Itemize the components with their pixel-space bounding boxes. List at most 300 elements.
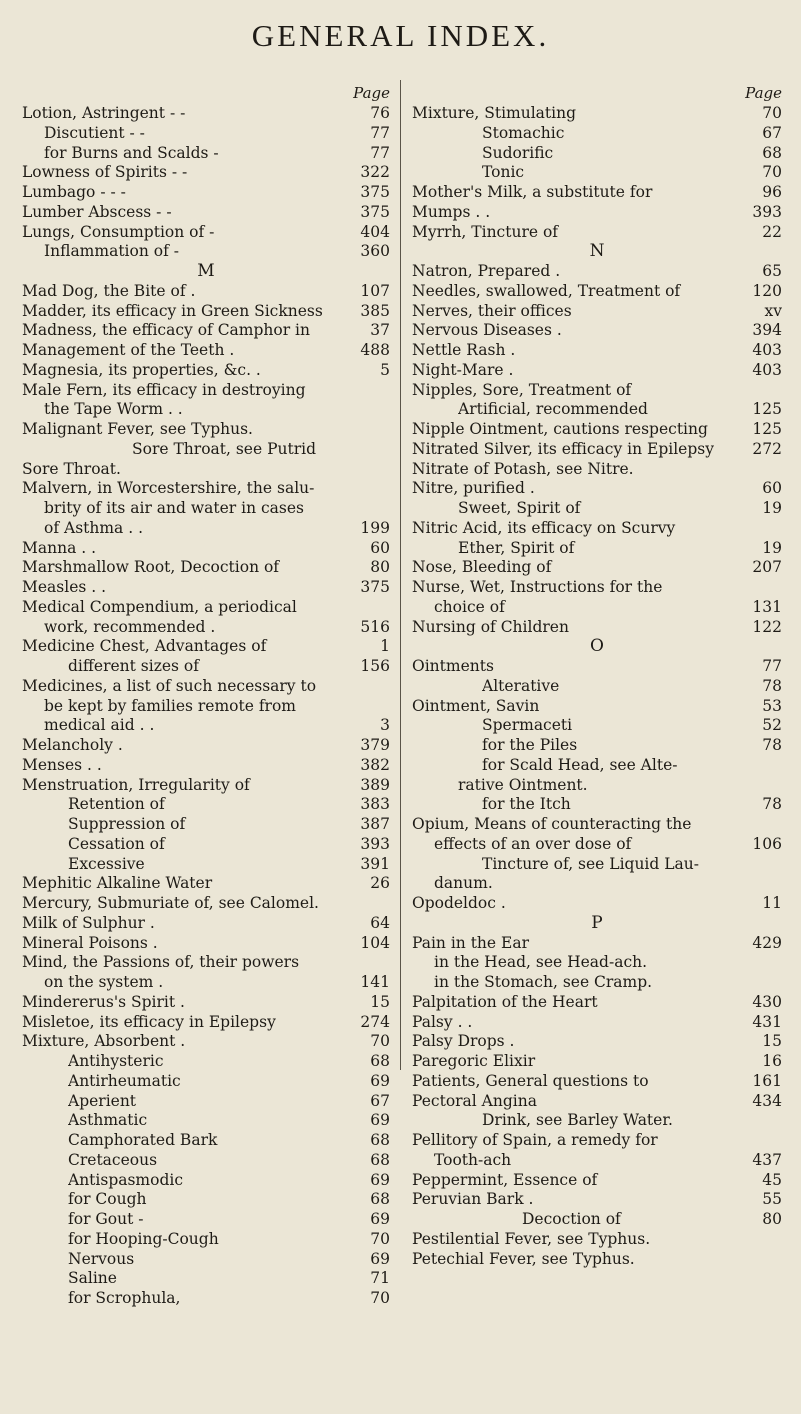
- index-entry: [412, 499, 782, 519]
- entry-text: the Tape Worm . .: [44, 400, 183, 419]
- index-entry: [412, 262, 782, 282]
- index-entry: [22, 321, 390, 341]
- entry-text: for Gout -: [68, 1210, 144, 1228]
- index-entry: [22, 578, 390, 598]
- right-column: [412, 84, 782, 1269]
- entry-text: Menstruation, Irregularity of: [22, 775, 250, 794]
- entry-page-number: 5: [380, 360, 390, 379]
- entry-text: choice of: [434, 597, 505, 616]
- left-column: [22, 84, 390, 1309]
- entry-page-number: 393: [360, 834, 390, 853]
- entry-page-number: 385: [360, 301, 390, 320]
- index-entry: [22, 914, 390, 934]
- entry-text: Madder, its efficacy in Green Sickness: [22, 301, 323, 320]
- index-entry: [412, 558, 782, 578]
- entry-text: for Scald Head, see Alte-: [482, 755, 678, 774]
- section-letter: [412, 637, 782, 657]
- entry-page-number: 274: [360, 1012, 390, 1031]
- entry-text: medical aid . .: [44, 716, 155, 735]
- index-entry: [412, 1111, 782, 1131]
- entry-text: Sweet, Spirit of: [458, 499, 581, 517]
- index-entry: [412, 440, 782, 460]
- index-entry: [22, 716, 390, 736]
- entry-text: for Burns and Scalds -: [44, 143, 219, 162]
- entry-text: Inflammation of -: [44, 242, 179, 261]
- entry-page-number: 375: [360, 578, 390, 596]
- index-entry: [22, 519, 390, 539]
- entry-text: Mind, the Passions of, their powers: [22, 953, 300, 972]
- entry-text: Menses . .: [22, 755, 102, 774]
- entry-page-number: 11: [762, 894, 782, 912]
- entry-text: Nettle Rash .: [412, 341, 516, 359]
- index-entry: [412, 479, 782, 499]
- index-entry: [22, 163, 390, 183]
- entry-text: Alterative: [482, 676, 560, 695]
- index-entry: [22, 736, 390, 756]
- index-entry: [412, 815, 782, 835]
- entry-page-number: 125: [752, 420, 782, 438]
- entry-page-number: 69: [370, 1210, 390, 1228]
- entry-page-number: 516: [360, 617, 390, 636]
- entry-text: Decoction of: [522, 1210, 621, 1228]
- entry-page-number: 360: [360, 242, 390, 261]
- section-letter: [22, 262, 390, 282]
- entry-page-number: 52: [762, 716, 782, 735]
- entry-text: Natron, Prepared .: [412, 262, 561, 280]
- entry-text: Nursing of Children: [412, 617, 569, 636]
- index-entry: [22, 1111, 390, 1131]
- index-entry: [22, 618, 390, 638]
- entry-text: Tonic: [482, 163, 525, 182]
- entry-text: Palsy Drops .: [412, 1032, 515, 1051]
- index-entry: [22, 934, 390, 954]
- entry-text: Nervous Diseases .: [412, 321, 562, 340]
- entry-page-number: 55: [762, 1190, 782, 1209]
- index-entry: [22, 1032, 390, 1052]
- entry-text: Pain in the Ear: [412, 933, 529, 952]
- entry-page-number: 69: [370, 1170, 390, 1189]
- index-entry: [412, 223, 782, 243]
- entry-text: Medicine Chest, Advantages of: [22, 637, 267, 656]
- entry-text: Nose, Bleeding of: [412, 558, 552, 577]
- index-entry: [22, 677, 390, 697]
- index-entry: [412, 124, 782, 144]
- entry-page-number: 80: [370, 558, 390, 577]
- entry-text: Mixture, Stimulating: [412, 104, 576, 122]
- entry-page-number: 76: [370, 104, 390, 122]
- entry-text: different sizes of: [68, 657, 199, 675]
- entry-text: Cessation of: [68, 834, 165, 853]
- entry-page-number: 430: [752, 992, 782, 1011]
- entry-text: Misletoe, its efficacy in Epilepsy: [22, 1012, 276, 1031]
- entry-page-number: 125: [752, 400, 782, 419]
- entry-page-number: 60: [370, 538, 390, 557]
- index-entry: [22, 440, 390, 460]
- entry-text: Discutient - -: [44, 123, 145, 142]
- entry-text: Nerves, their offices: [412, 301, 572, 320]
- entry-page-number: 389: [360, 775, 390, 794]
- index-entry: [412, 460, 782, 480]
- entry-page-number: 64: [370, 913, 390, 932]
- entry-page-number: 69: [370, 1111, 390, 1130]
- index-entry: [22, 1230, 390, 1250]
- entry-text: Ointments: [412, 657, 494, 675]
- index-entry: [22, 993, 390, 1013]
- index-entry: [22, 282, 390, 302]
- index-entry: [22, 1269, 390, 1289]
- entry-page-number: 70: [370, 1229, 390, 1248]
- entry-page-number: 68: [370, 1190, 390, 1209]
- entry-page-number: 375: [360, 202, 390, 221]
- index-entry: [22, 1013, 390, 1033]
- entry-page-number: 107: [360, 281, 390, 300]
- entry-text: in the Head, see Head-ach.: [434, 953, 648, 972]
- index-entry: [412, 420, 782, 440]
- entry-text: Opium, Means of counteracting the: [412, 815, 692, 833]
- index-entry: [412, 736, 782, 756]
- index-entry: [412, 183, 782, 203]
- index-entry: [22, 341, 390, 361]
- index-entry: [22, 973, 390, 993]
- entry-text: Mephitic Alkaline Water: [22, 874, 213, 893]
- index-entry: [412, 1210, 782, 1230]
- entry-text: Pestilential Fever, see Typhus.: [412, 1229, 651, 1248]
- entry-page-number: 394: [752, 321, 782, 340]
- index-entry: [412, 1131, 782, 1151]
- index-entry: [412, 953, 782, 973]
- entry-text: Nipples, Sore, Treatment of: [412, 380, 632, 399]
- index-entry: [412, 1052, 782, 1072]
- index-entry: [22, 558, 390, 578]
- entry-text: Medicines, a list of such necessary to: [22, 676, 317, 695]
- entry-text: Asthmatic: [68, 1111, 148, 1130]
- entry-page-number: 387: [360, 815, 390, 833]
- entry-text: Nipple Ointment, cautions respecting: [412, 420, 708, 438]
- entry-page-number: 434: [752, 1091, 782, 1110]
- entry-page-number: 403: [752, 341, 782, 359]
- entry-text: Mad Dog, the Bite of .: [22, 281, 196, 300]
- entry-text: Palpitation of the Heart: [412, 992, 598, 1011]
- index-entry: [412, 302, 782, 322]
- index-entry: [22, 657, 390, 677]
- entry-text: be kept by families remote from: [44, 696, 296, 715]
- entry-text: Paregoric Elixir: [412, 1052, 536, 1070]
- index-entry: [412, 618, 782, 638]
- entry-page-number: 207: [752, 558, 782, 577]
- index-entry: [22, 400, 390, 420]
- index-entry: [22, 1131, 390, 1151]
- entry-text: on the system .: [44, 973, 164, 991]
- entry-page-number: 1: [380, 637, 390, 656]
- index-entry: [22, 953, 390, 973]
- entry-page-number: 45: [762, 1170, 782, 1189]
- entry-page-number: 161: [752, 1071, 782, 1090]
- index-entry: [412, 756, 782, 776]
- entry-text: Excessive: [68, 854, 145, 873]
- entry-text: for the Itch: [482, 795, 571, 814]
- entry-text: Melancholy .: [22, 736, 123, 754]
- entry-text: Mindererus's Spirit .: [22, 992, 185, 1011]
- entry-page-number: 122: [752, 617, 782, 636]
- entry-page-number: 69: [370, 1071, 390, 1090]
- entry-text: Artificial, recommended: [458, 400, 648, 419]
- index-entry: [22, 598, 390, 618]
- entry-page-number: 37: [370, 321, 390, 340]
- index-entry: [412, 539, 782, 559]
- entry-page-number: 70: [762, 104, 782, 122]
- entry-page-number: 391: [360, 854, 390, 873]
- entry-page-number: 437: [752, 1150, 782, 1169]
- entry-page-number: 70: [762, 163, 782, 182]
- index-entry: [22, 1171, 390, 1191]
- entry-page-number: 404: [360, 222, 390, 241]
- entry-text: Cretaceous: [68, 1150, 158, 1169]
- entry-page-number: 96: [762, 183, 782, 201]
- entry-page-number: xv: [764, 301, 782, 320]
- entry-text: Tooth-ach: [434, 1150, 512, 1169]
- entry-text: Marshmallow Root, Decoction of: [22, 558, 280, 577]
- section-letter-label: O: [590, 637, 604, 657]
- entry-page-number: 199: [360, 518, 390, 537]
- entry-text: Myrrh, Tincture of: [412, 222, 559, 241]
- entry-text: rative Ointment.: [458, 775, 588, 794]
- entry-page-number: 71: [370, 1269, 390, 1288]
- entry-page-number: 68: [370, 1052, 390, 1070]
- entry-text: Drink, see Barley Water.: [482, 1111, 673, 1130]
- entry-text: Antihysteric: [68, 1052, 164, 1070]
- entry-text: for Scrophula,: [68, 1289, 181, 1307]
- index-entry: [412, 697, 782, 717]
- entry-page-number: 382: [360, 755, 390, 774]
- index-entry: [412, 657, 782, 677]
- entry-text: Nitrate of Potash, see Nitre.: [412, 459, 634, 478]
- entry-text: Pectoral Angina: [412, 1091, 537, 1110]
- entry-text: Mixture, Absorbent .: [22, 1032, 186, 1051]
- entry-page-number: 429: [752, 933, 782, 952]
- index-entry: [22, 124, 390, 144]
- entry-page-number: 80: [762, 1210, 782, 1228]
- index-entry: [22, 874, 390, 894]
- entry-page-number: 383: [360, 795, 390, 814]
- entry-text: Suppression of: [68, 815, 186, 833]
- index-entry: [412, 1092, 782, 1112]
- index-entry: [22, 1052, 390, 1072]
- entry-page-number: 106: [752, 834, 782, 853]
- section-letter: [412, 242, 782, 262]
- entry-page-number: 403: [752, 360, 782, 379]
- index-entry: [22, 894, 390, 914]
- index-entry: [412, 993, 782, 1013]
- index-entry: [22, 183, 390, 203]
- index-entry: [412, 144, 782, 164]
- entry-text: Manna . .: [22, 538, 97, 557]
- index-entry: [22, 1151, 390, 1171]
- section-letter-label: N: [589, 242, 605, 262]
- index-entry: [22, 637, 390, 657]
- entry-text: Nitre, purified .: [412, 479, 535, 498]
- index-entry: [412, 361, 782, 381]
- index-entry: [412, 894, 782, 914]
- entry-page-number: 156: [360, 657, 390, 675]
- index-entry: [412, 1190, 782, 1210]
- entry-text: Peruvian Bark .: [412, 1190, 534, 1209]
- index-entry: [412, 163, 782, 183]
- entry-page-number: 65: [762, 262, 782, 280]
- index-entry: [412, 341, 782, 361]
- index-entry: [412, 1250, 782, 1270]
- entry-page-number: 78: [762, 676, 782, 695]
- entry-text: Mother's Milk, a substitute for: [412, 183, 653, 201]
- entry-text: Lumbago - - -: [22, 183, 126, 201]
- entry-text: Measles . .: [22, 578, 107, 596]
- entry-text: Camphorated Bark: [68, 1131, 218, 1149]
- index-entry: [22, 1092, 390, 1112]
- entry-text: Saline: [68, 1269, 117, 1288]
- entry-text: Stomachic: [482, 123, 565, 142]
- index-entry: [22, 361, 390, 381]
- entry-page-number: 488: [360, 341, 390, 359]
- entry-text: Palsy . .: [412, 1012, 473, 1031]
- index-entry: [22, 756, 390, 776]
- index-entry: [22, 1072, 390, 1092]
- index-entry: [22, 479, 390, 499]
- entry-text: Sudorific: [482, 143, 554, 162]
- index-entry: [22, 420, 390, 440]
- entry-text: Nurse, Wet, Instructions for the: [412, 578, 663, 596]
- entry-text: Ointment, Savin: [412, 696, 540, 715]
- index-entry: [412, 1230, 782, 1250]
- entry-text: Malvern, in Worcestershire, the salu-: [22, 479, 315, 498]
- entry-page-number: 69: [370, 1249, 390, 1268]
- entry-text: Opodeldoc .: [412, 894, 506, 912]
- index-entry: [412, 1013, 782, 1033]
- entry-text: work, recommended .: [44, 617, 216, 636]
- entry-text: Male Fern, its efficacy in destroying: [22, 380, 306, 399]
- entry-page-number: 379: [360, 736, 390, 754]
- entry-text: brity of its air and water in cases: [44, 499, 304, 517]
- entry-text: Milk of Sulphur .: [22, 913, 155, 932]
- entry-page-number: 3: [380, 716, 390, 735]
- entry-page-number: 78: [762, 736, 782, 754]
- entry-page-number: 70: [370, 1032, 390, 1051]
- entry-text: Lumber Abscess - -: [22, 202, 172, 221]
- entry-page-number: 26: [370, 874, 390, 893]
- entry-page-number: 15: [370, 992, 390, 1011]
- section-letter-label: P: [591, 913, 603, 933]
- entry-page-number: 120: [752, 281, 782, 300]
- index-entry: [22, 499, 390, 519]
- index-entry: [22, 381, 390, 401]
- entry-page-number: 431: [752, 1012, 782, 1031]
- entry-text: Pellitory of Spain, a remedy for: [412, 1131, 658, 1149]
- entry-text: Antispasmodic: [68, 1170, 184, 1189]
- entry-text: in the Stomach, see Cramp.: [434, 973, 653, 991]
- entry-page-number: 53: [762, 696, 782, 715]
- entry-text: Mumps . .: [412, 202, 491, 221]
- index-entry: [412, 598, 782, 618]
- entry-text: Lotion, Astringent - -: [22, 104, 186, 122]
- index-entry: [22, 1289, 390, 1309]
- index-entry: [412, 795, 782, 815]
- entry-text: effects of an over dose of: [434, 834, 632, 853]
- left-page-header: Page: [353, 84, 390, 102]
- entry-text: Nervous: [68, 1249, 135, 1268]
- index-entry: [412, 934, 782, 954]
- entry-text: Medical Compendium, a periodical: [22, 597, 297, 616]
- index-entry: [412, 282, 782, 302]
- index-entry: [22, 776, 390, 796]
- entry-page-number: 78: [762, 795, 782, 814]
- index-entry: [22, 835, 390, 855]
- index-entry: [412, 855, 782, 875]
- index-entry: [22, 539, 390, 559]
- index-entry: [412, 973, 782, 993]
- entry-text: Night-Mare .: [412, 360, 514, 379]
- entry-text: Aperient: [68, 1091, 137, 1110]
- index-entry: [22, 1210, 390, 1230]
- entry-page-number: 77: [762, 657, 782, 675]
- entry-text: Mercury, Submuriate of, see Calomel.: [22, 894, 319, 912]
- column-divider: [400, 80, 401, 1070]
- index-title: GENERAL INDEX.: [251, 18, 550, 53]
- entry-page-number: 322: [360, 163, 390, 182]
- entry-page-number: 104: [360, 933, 390, 952]
- entry-text: Tincture of, see Liquid Lau-: [482, 854, 699, 873]
- index-entry: [412, 400, 782, 420]
- index-entry: [22, 460, 390, 480]
- entry-text: Lowness of Spirits - -: [22, 163, 188, 182]
- index-entry: [412, 104, 782, 124]
- index-entry: [412, 835, 782, 855]
- index-entry: [412, 1171, 782, 1191]
- entry-page-number: 60: [762, 479, 782, 498]
- index-entry: [22, 203, 390, 223]
- entry-text: Management of the Teeth .: [22, 341, 235, 359]
- entry-page-number: 67: [370, 1091, 390, 1110]
- index-entry: [412, 1151, 782, 1171]
- entry-text: Antirheumatic: [68, 1071, 181, 1090]
- entry-page-number: 68: [762, 143, 782, 162]
- index-entry: [22, 855, 390, 875]
- index-entry: [22, 795, 390, 815]
- index-entry: [22, 697, 390, 717]
- index-entry: [412, 321, 782, 341]
- entry-text: of Asthma . .: [44, 518, 144, 537]
- index-entry: [412, 677, 782, 697]
- entry-text: Sore Throat, see Putrid: [132, 439, 317, 458]
- entry-text: Magnesia, its properties, &c. .: [22, 360, 261, 379]
- index-entry: [22, 815, 390, 835]
- entry-text: Patients, General questions to: [412, 1071, 649, 1090]
- index-entry: [412, 1032, 782, 1052]
- entry-page-number: 19: [762, 538, 782, 557]
- entry-text: Sore Throat.: [22, 459, 121, 478]
- entry-text: Nitric Acid, its efficacy on Scurvy: [412, 518, 676, 537]
- entry-page-number: 22: [762, 222, 782, 241]
- index-entry: [412, 203, 782, 223]
- entry-text: Retention of: [68, 795, 165, 814]
- section-letter-label: M: [197, 262, 215, 281]
- section-letter: [412, 914, 782, 934]
- index-entry: [412, 578, 782, 598]
- entry-text: Petechial Fever, see Typhus.: [412, 1249, 635, 1268]
- entry-page-number: 16: [762, 1052, 782, 1070]
- entry-page-number: 375: [360, 183, 390, 201]
- entry-page-number: 141: [360, 973, 390, 991]
- index-entry: [22, 104, 390, 124]
- entry-text: Spermaceti: [482, 716, 573, 735]
- entry-page-number: 393: [752, 202, 782, 221]
